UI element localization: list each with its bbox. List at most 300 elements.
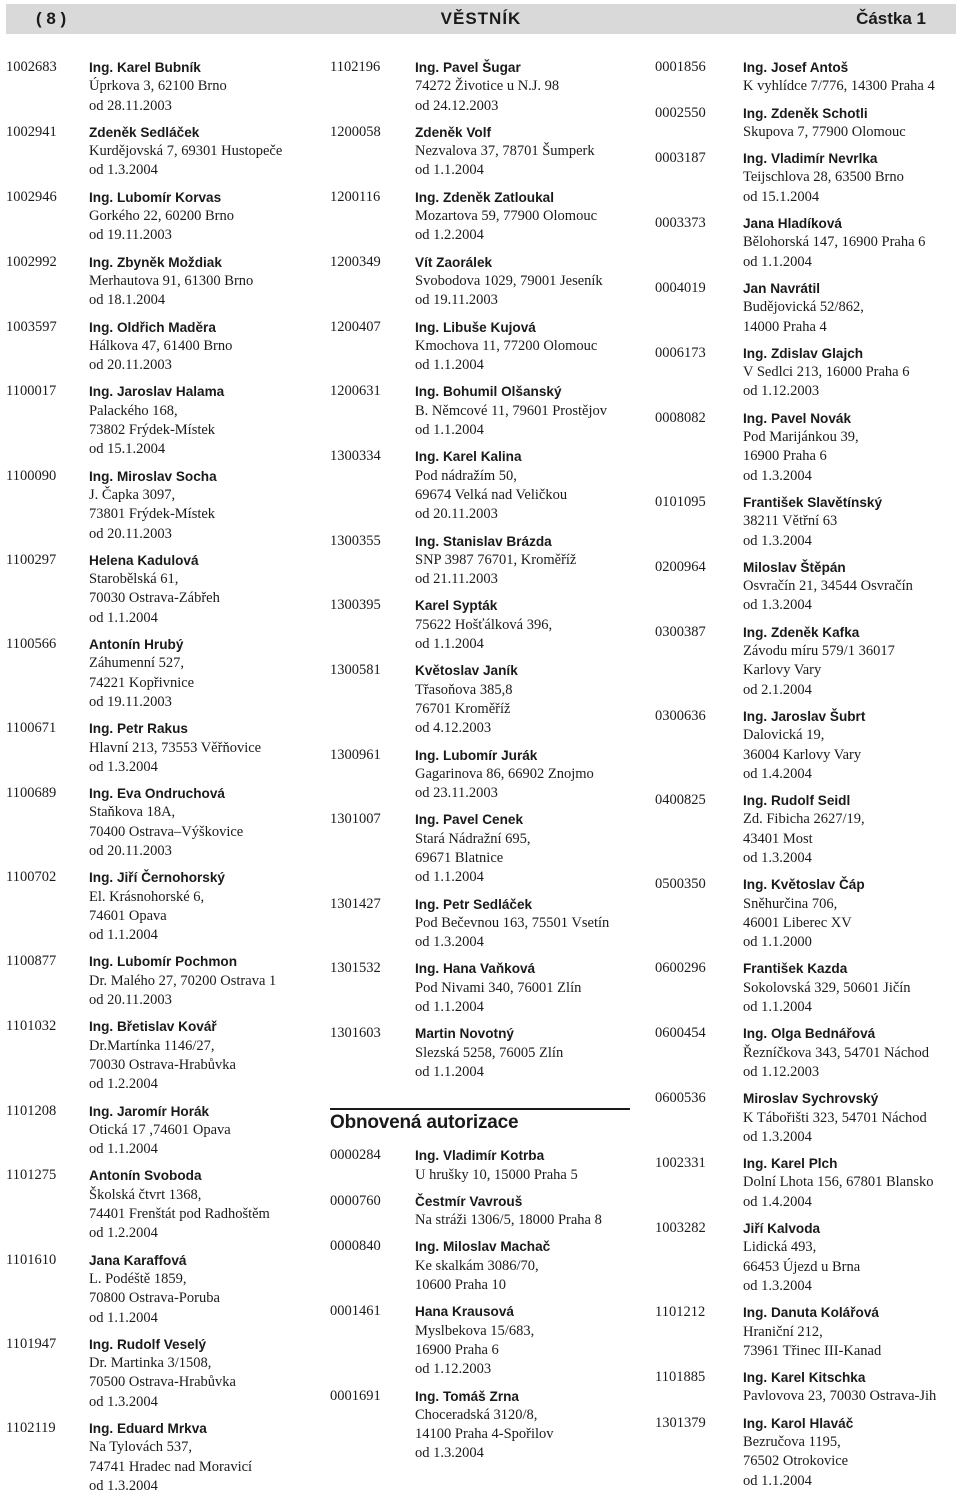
issue-part: Částka 1 — [856, 9, 926, 28]
address-line: od 1.3.2004 — [743, 467, 812, 484]
address-line: 74741 Hradec nad Moravicí — [89, 1458, 253, 1475]
address-line: 70030 Ostrava-Zábřeh — [89, 590, 220, 607]
registry-entry — [330, 1237, 630, 1295]
address-line: od 1.4.2004 — [743, 1193, 812, 1210]
authorization-number: 1301427 — [330, 895, 381, 912]
entry-details — [89, 719, 282, 777]
entry-details — [743, 1414, 936, 1491]
journal-title: VĚSTNÍK — [440, 9, 522, 28]
address-line: od 1.1.2004 — [89, 609, 158, 626]
person-name: Ing. Hana Vaňková — [415, 961, 536, 977]
person-name: Ing. Stanislav Brázda — [415, 533, 552, 549]
registry-entry — [330, 253, 630, 311]
address-line: od 20.11.2003 — [89, 525, 172, 542]
authorization-number: 1100689 — [6, 785, 57, 802]
address-line: Hraniční 212, — [743, 1323, 823, 1340]
address-line: K Tábořišti 323, 54701 Náchod — [743, 1109, 927, 1126]
address-line: Sokolovská 329, 50601 Jičín — [743, 979, 911, 996]
entry-details — [415, 810, 630, 887]
address-line: Starobělská 61, — [89, 571, 179, 588]
address-line: od 20.11.2003 — [415, 506, 498, 523]
address-line: Osvračín 21, 34544 Osvračín — [743, 578, 913, 595]
person-name: Ing. Pavel Cenek — [415, 812, 524, 828]
address-line: 70500 Ostrava-Hrabůvka — [89, 1374, 236, 1391]
address-line: od 1.12.2003 — [743, 1063, 820, 1080]
authorization-number: 1002331 — [655, 1155, 706, 1172]
person-name: Ing. Karel Bubník — [89, 60, 201, 75]
authorization-number: 1200058 — [330, 123, 381, 140]
address-line: 70030 Ostrava-Hrabůvka — [89, 1056, 236, 1073]
entry-details — [89, 784, 282, 861]
registry-entry — [655, 558, 936, 616]
address-line: od 1.3.2004 — [89, 758, 158, 775]
person-name: Vít Zaorálek — [415, 254, 493, 270]
address-line: Bělohorská 147, 16900 Praha 6 — [743, 234, 926, 251]
person-name: Ing. Jaroslav Šubrt — [743, 708, 866, 724]
person-name: Ing. Květoslav Čáp — [743, 877, 865, 893]
person-name: Ing. Oldřich Maděra — [89, 319, 216, 335]
address-line: od 1.1.2004 — [89, 927, 158, 944]
authorization-number: 1300334 — [330, 448, 381, 465]
person-name: Antonín Hrubý — [89, 637, 184, 653]
address-line: Dr. Malého 27, 70200 Ostrava 1 — [89, 972, 277, 989]
entry-details — [743, 558, 936, 616]
address-line: od 1.1.2004 — [743, 253, 812, 270]
address-line: V Sedlci 213, 16000 Praha 6 — [743, 364, 910, 381]
address-line: od 1.1.2004 — [415, 422, 484, 439]
person-name: Ing. Libuše Kujová — [415, 319, 536, 335]
person-name: Květoslav Janík — [415, 663, 518, 679]
person-name: Ing. Jaroslav Halama — [89, 384, 225, 400]
person-name: Ing. Petr Sedláček — [415, 896, 533, 912]
person-name: Ing. Jiří Černohorský — [89, 870, 225, 886]
authorization-number: 1102196 — [330, 59, 381, 75]
address-line: Závodu míru 579/1 36017 — [743, 643, 895, 660]
entry-details — [415, 661, 630, 738]
authorization-number: 0000284 — [330, 1147, 381, 1164]
authorization-number: 1100877 — [6, 953, 57, 970]
registry-entry — [655, 493, 936, 551]
registry-entry — [330, 58, 630, 116]
authorization-number: 1003597 — [6, 318, 57, 335]
address-line: U hrušky 10, 15000 Praha 5 — [415, 1166, 578, 1183]
authorization-number: 0500350 — [655, 876, 706, 893]
entry-details — [89, 318, 282, 376]
person-name: Ing. Miloslav Machač — [415, 1239, 551, 1255]
registry-entry — [6, 952, 282, 1010]
authorization-number: 1200407 — [330, 318, 381, 335]
entry-details — [743, 959, 936, 1017]
address-line: od 1.1.2004 — [415, 999, 484, 1016]
authorization-number: 1102119 — [6, 1420, 56, 1436]
entry-details — [415, 596, 630, 654]
entry-details — [415, 1302, 630, 1379]
entry-details — [415, 1387, 630, 1464]
address-line: 70400 Ostrava–Výškovice — [89, 823, 244, 840]
entry-details — [89, 253, 282, 311]
registry-entry — [330, 532, 630, 590]
address-line: 69674 Velká nad Veličkou — [415, 486, 568, 503]
person-name: František Slavětínský — [743, 494, 883, 510]
address-line: od 1.3.2004 — [415, 1445, 484, 1462]
authorization-number: 0003373 — [655, 215, 706, 232]
entry-details — [743, 58, 936, 97]
person-name: Ing. Zbyněk Moždiak — [89, 254, 222, 270]
address-line: Hlavní 213, 73553 Věřňovice — [89, 739, 262, 756]
authorization-number: 0600296 — [655, 960, 706, 977]
address-line: Úprkova 3, 62100 Brno — [89, 78, 227, 95]
entry-details — [415, 746, 630, 804]
entry-details — [415, 532, 630, 590]
entry-details — [415, 959, 630, 1017]
address-line: Dalovická 19, — [743, 727, 825, 744]
person-name: Ing. Pavel Novák — [743, 410, 852, 426]
person-name: Ing. Olga Bednářová — [743, 1026, 876, 1042]
authorization-number: 0008082 — [655, 409, 706, 426]
registry-entry — [6, 188, 282, 246]
address-line: od 1.1.2004 — [415, 1063, 484, 1080]
address-line: 74272 Životice u N.J. 98 — [415, 78, 560, 95]
registry-entry — [6, 1017, 282, 1094]
authorization-number: 0101095 — [655, 493, 706, 510]
address-line: 74401 Frenštát pod Radhoštěm — [89, 1206, 270, 1223]
registry-entry — [330, 810, 630, 887]
address-line: Svobodova 1029, 79001 Jeseník — [415, 272, 603, 289]
address-line: Pod Bečevnou 163, 75501 Vsetín — [415, 914, 610, 931]
address-line: Teijschlova 28, 63500 Brno — [743, 169, 904, 186]
registry-entry — [655, 1414, 936, 1491]
address-line: od 1.1.2004 — [415, 869, 484, 886]
address-line: od 1.3.2004 — [743, 597, 812, 614]
entry-details — [89, 58, 282, 116]
address-line: 73801 Frýdek-Místek — [89, 506, 216, 523]
address-line: Choceradská 3120/8, — [415, 1406, 538, 1423]
address-line: L. Podéště 1859, — [89, 1270, 187, 1287]
person-name: Čestmír Vavrouš — [415, 1193, 523, 1209]
authorization-number: 1101208 — [6, 1102, 57, 1119]
address-line: od 2.1.2004 — [743, 681, 812, 698]
address-line: 69671 Blatnice — [415, 849, 504, 866]
person-name: Ing. Karel Kalina — [415, 449, 522, 465]
address-line: 76502 Otrokovice — [743, 1453, 849, 1470]
address-line: 10600 Praha 10 — [415, 1277, 507, 1294]
person-name: Ing. Rudolf Veselý — [89, 1336, 207, 1352]
entry-details — [743, 875, 936, 952]
registry-entry — [330, 959, 630, 1017]
address-line: Řezníčkova 343, 54701 Náchod — [743, 1044, 930, 1061]
address-line: od 1.3.2004 — [89, 1477, 158, 1494]
entry-details — [743, 214, 936, 272]
authorization-number: 1301379 — [655, 1414, 706, 1431]
person-name: Zdeněk Volf — [415, 124, 492, 140]
registry-entry — [655, 1368, 936, 1407]
address-line: Myslbekova 15/683, — [415, 1322, 535, 1339]
entry-details — [743, 623, 936, 700]
address-line: Kmochova 11, 77200 Olomouc — [415, 337, 598, 354]
entry-details — [89, 1102, 282, 1160]
person-name: Martin Novotný — [415, 1026, 514, 1042]
registry-entry — [330, 123, 630, 181]
person-name: Ing. Jaromír Horák — [89, 1103, 210, 1119]
registry-entry — [655, 409, 936, 486]
person-name: Ing. Břetislav Kovář — [89, 1019, 217, 1035]
person-name: Karel Sypták — [415, 598, 498, 614]
entry-details — [415, 188, 630, 246]
entry-details — [743, 409, 936, 486]
address-line: od 19.11.2003 — [415, 292, 498, 309]
person-name: Ing. Lubomír Pochmon — [89, 954, 238, 970]
registry-entry — [655, 623, 936, 700]
address-line: 14100 Praha 4-Spořilov — [415, 1426, 554, 1443]
registry-entry — [6, 318, 282, 376]
address-line: od 1.3.2004 — [89, 1393, 158, 1410]
address-line: Slezská 5258, 76005 Zlín — [415, 1044, 564, 1061]
entry-details — [89, 952, 282, 1010]
address-line: Mozartova 59, 77900 Olomouc — [415, 208, 598, 225]
person-name: Zdeněk Sedláček — [89, 124, 200, 140]
authorization-number: 0001856 — [655, 59, 706, 75]
address-line: Zd. Fibicha 2627/19, — [743, 811, 865, 828]
registry-entry — [330, 447, 630, 524]
authorization-number: 0600454 — [655, 1025, 706, 1042]
entry-details — [89, 188, 282, 246]
entry-details — [89, 1017, 282, 1094]
address-line: od 1.4.2004 — [743, 765, 812, 782]
address-line: 66453 Újezd u Brna — [743, 1258, 861, 1275]
authorization-number: 1300395 — [330, 597, 381, 614]
authorization-number: 1100090 — [6, 467, 57, 484]
address-line: Gorkého 22, 60200 Brno — [89, 208, 234, 225]
authorization-number: 0002550 — [655, 104, 706, 121]
address-line: od 23.11.2003 — [415, 785, 498, 802]
entry-details — [743, 104, 936, 143]
registry-entry — [330, 1302, 630, 1379]
entry-details — [743, 1303, 936, 1361]
address-line: Otická 17 ,74601 Opava — [89, 1121, 231, 1138]
address-line: SNP 3987 76701, Kroměříž — [415, 551, 577, 568]
entry-details — [89, 868, 282, 945]
registry-entry — [655, 1303, 936, 1361]
address-line: Na stráži 1306/5, 18000 Praha 8 — [415, 1212, 602, 1229]
person-name: Ing. Vladimír Nevrlka — [743, 151, 878, 167]
address-line: od 4.12.2003 — [415, 720, 492, 737]
entry-details — [415, 1237, 630, 1295]
address-line: Pavlovova 23, 70030 Ostrava-Jih — [743, 1388, 937, 1405]
address-line: Hálkova 47, 61400 Brno — [89, 337, 233, 354]
person-name: Miloslav Štěpán — [743, 559, 846, 575]
address-line: Merhautova 91, 61300 Brno — [89, 272, 254, 289]
person-name: Miroslav Sychrovský — [743, 1091, 879, 1107]
section-heading-renewed-authorization: Obnovená autorizace — [330, 1108, 630, 1134]
person-name: Ing. Karol Hlaváč — [743, 1415, 854, 1431]
entry-details — [89, 382, 282, 459]
authorization-number: 0001461 — [330, 1303, 381, 1320]
authorization-number: 1101032 — [6, 1018, 57, 1035]
entry-details — [415, 253, 630, 311]
authorization-number: 0400825 — [655, 792, 706, 809]
entry-details — [89, 1335, 282, 1412]
address-line: od 21.11.2003 — [415, 571, 498, 588]
authorization-number: 1101275 — [6, 1167, 57, 1184]
authorization-number: 0000760 — [330, 1192, 381, 1209]
registry-entry — [655, 1154, 936, 1212]
address-line: K vyhlídce 7/776, 14300 Praha 4 — [743, 78, 935, 95]
authorization-number: 1300581 — [330, 662, 381, 679]
registry-entry — [330, 1024, 630, 1082]
person-name: Ing. Eva Ondruchová — [89, 786, 225, 802]
authorization-number: 1002941 — [6, 123, 57, 140]
person-name: Ing. Bohumil Olšanský — [415, 384, 562, 400]
address-line: od 1.2.2004 — [89, 1076, 158, 1093]
address-line: od 1.3.2004 — [743, 849, 812, 866]
person-name: Ing. Eduard Mrkva — [89, 1421, 207, 1436]
registry-entry — [330, 1146, 630, 1185]
entry-details — [89, 1251, 282, 1328]
authorization-number: 0300387 — [655, 623, 706, 640]
authorization-number: 1100702 — [6, 869, 57, 886]
authorization-number: 1100671 — [6, 720, 57, 737]
person-name: Ing. Karel Plch — [743, 1156, 838, 1172]
address-line: Sněhurčina 706, — [743, 895, 838, 912]
address-line: 74221 Kopřivnice — [89, 674, 195, 691]
address-line: od 1.2.2004 — [415, 227, 484, 244]
address-line: Pod Nivami 340, 76001 Zlín — [415, 979, 582, 996]
authorization-number: 0600536 — [655, 1090, 706, 1107]
entry-details — [415, 1024, 630, 1082]
address-line: od 1.2.2004 — [89, 1225, 158, 1242]
address-line: El. Krásnohorské 6, — [89, 888, 205, 905]
address-line: 73802 Frýdek-Místek — [89, 422, 216, 439]
address-line: od 1.1.2000 — [743, 934, 812, 951]
registry-entry — [655, 149, 936, 207]
entry-details — [89, 1419, 282, 1496]
address-line: Školská čtvrt 1368, — [89, 1186, 202, 1203]
address-line: 74601 Opava — [89, 907, 167, 924]
person-name: Ing. Danuta Kolářová — [743, 1305, 879, 1321]
authorization-number: 1301603 — [330, 1025, 381, 1042]
authorization-number: 1200349 — [330, 253, 381, 270]
entry-details — [415, 1146, 630, 1185]
address-line: od 20.11.2003 — [89, 842, 172, 859]
address-line: od 1.1.2004 — [89, 1309, 158, 1326]
registry-entry — [655, 104, 936, 143]
address-line: 43401 Most — [743, 830, 813, 847]
authorization-number: 1100017 — [6, 383, 57, 400]
registry-entry — [655, 1219, 936, 1296]
registry-entry — [655, 214, 936, 272]
person-name: Ing. Tomáš Zrna — [415, 1388, 519, 1404]
address-line: od 1.1.2004 — [415, 357, 484, 374]
address-line: Dolní Lhota 156, 67801 Blansko — [743, 1174, 934, 1191]
authorization-number: 1002946 — [6, 188, 57, 205]
authorization-number: 1002683 — [6, 59, 57, 75]
address-line: od 1.3.2004 — [743, 1277, 812, 1294]
address-line: Nezvalova 37, 78701 Šumperk — [415, 143, 595, 160]
authorization-number: 0300636 — [655, 707, 706, 724]
entry-details — [415, 447, 630, 524]
authorization-number: 1101947 — [6, 1335, 57, 1352]
address-line: Dr.Martínka 1146/27, — [89, 1037, 215, 1054]
address-line: 46001 Liberec XV — [743, 914, 852, 931]
registry-entry — [6, 1335, 282, 1412]
authorization-number: 0001691 — [330, 1387, 381, 1404]
address-line: 75622 Hošťálková 396, — [415, 616, 553, 633]
address-line: od 1.3.2004 — [89, 162, 158, 179]
registry-entry — [6, 123, 282, 181]
entry-details — [743, 149, 936, 207]
address-line: Na Tylovách 537, — [89, 1439, 193, 1456]
registry-entry — [6, 1102, 282, 1160]
page-number: ( 8 ) — [36, 9, 67, 28]
address-line: 36004 Karlovy Vary — [743, 746, 862, 763]
entry-details — [743, 1024, 936, 1082]
authorization-number: 1300355 — [330, 532, 381, 549]
address-line: 73961 Třinec III-Kanad — [743, 1342, 882, 1359]
authorization-number: 1002992 — [6, 253, 57, 270]
entry-details — [415, 382, 630, 440]
person-name: Ing. Lubomír Jurák — [415, 747, 538, 763]
authorization-number: 1300961 — [330, 746, 381, 763]
registry-entry — [330, 1192, 630, 1231]
entry-details — [743, 344, 936, 402]
entry-details — [743, 1219, 936, 1296]
entry-details — [743, 1368, 936, 1407]
column-3 — [655, 58, 936, 1498]
address-line: od 15.1.2004 — [89, 441, 166, 458]
entry-details — [89, 1166, 282, 1243]
address-line: od 1.1.2004 — [415, 636, 484, 653]
registry-entry — [330, 596, 630, 654]
authorization-number: 1100566 — [6, 636, 57, 653]
address-line: od 18.1.2004 — [89, 292, 166, 309]
address-line: Budějovická 52/862, — [743, 299, 864, 316]
person-name: Ing. Rudolf Seidl — [743, 793, 851, 809]
address-line: od 24.12.2003 — [415, 97, 499, 114]
authorization-number: 1301532 — [330, 960, 381, 977]
entry-details — [89, 635, 282, 712]
column-1 — [6, 58, 282, 1503]
address-line: od 20.11.2003 — [89, 992, 172, 1009]
person-name: Ing. Miroslav Socha — [89, 468, 217, 484]
address-line: 70800 Ostrava-Poruba — [89, 1290, 220, 1307]
address-line: 76701 Kroměříž — [415, 700, 511, 717]
registry-entry — [6, 58, 282, 116]
registry-entry — [330, 746, 630, 804]
person-name: Helena Kadulová — [89, 552, 199, 568]
address-line: 16900 Praha 6 — [743, 448, 827, 465]
registry-entry — [330, 382, 630, 440]
entry-details — [415, 318, 630, 376]
address-line: od 1.1.2004 — [743, 1472, 812, 1489]
person-name: Antonín Svoboda — [89, 1168, 202, 1184]
person-name: Ing. Lubomír Korvas — [89, 189, 222, 205]
registry-entry — [655, 58, 936, 97]
address-line: B. Němcové 11, 79601 Prostějov — [415, 402, 607, 419]
registry-entry — [655, 1024, 936, 1082]
person-name: Ing. Vladimír Kotrba — [415, 1148, 545, 1164]
registry-entry — [330, 895, 630, 953]
registry-entry — [6, 382, 282, 459]
address-line: od 1.12.2003 — [743, 383, 820, 400]
authorization-number: 1003282 — [655, 1220, 706, 1237]
registry-entry — [655, 959, 936, 1017]
person-name: Ing. Zdeněk Schotli — [743, 105, 868, 121]
address-line: Kurdějovská 7, 69301 Hustopeče — [89, 143, 283, 160]
address-line: od 1.1.2004 — [89, 1141, 158, 1158]
address-line: od 1.3.2004 — [743, 1128, 812, 1145]
registry-entry — [655, 1089, 936, 1147]
column-2 — [330, 58, 630, 1471]
